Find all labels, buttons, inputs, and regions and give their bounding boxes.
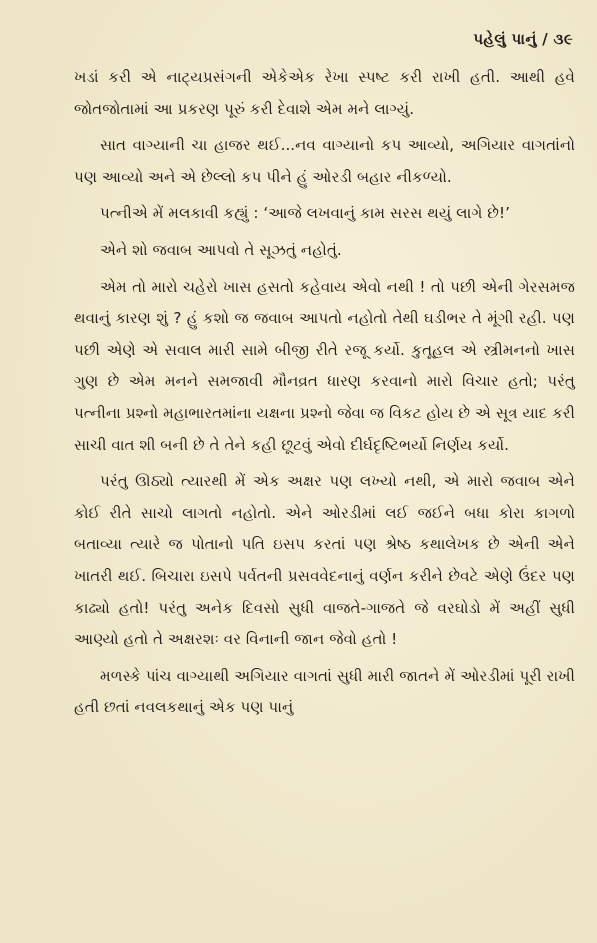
paragraph-2: સાત વાગ્યાની ચા હાજર થઈ...નવ વાગ્યાનો કપ આવ્યો, અગિયાર વાગતાંનો પણ આવ્યો અને એ છેલ્લો કપ પીને હું ઓરડી બહાર નીકળ્યો. [74,136,575,186]
paragraph-7: મળસ્કે પાંચ વાગ્યાથી અગિયાર વાગતાં સુધી મારી જાતને મેં ઓરડીમાં પૂરી રાખી હતી છતાં નવલકથાનું એક પણ પાનું [74,666,575,717]
paragraph-5: એમ તો મારો ચહેરો ખાસ હસતો કહેવાય એવો નથી ! તો પછી એની ગેરસમજ થવાનું કારણ શું ? હું કશો જ જવાબ આપતો નહોતો તેથી ઘડીભર તે મૂંગી રહી. પણ પછી એણે એ સવાલ મારી સામે બીજી રીતે રજૂ કર્યો. કુતૂહલ એ સ્ત્રીમનનો ખાસ ગુણ છે એમ મનને સમજાવી મૌનવ્રત ધારણ કરવાનો મારો વિચાર હતો; પરંતુ પત્નીના પ્રશ્નો મહાભારતમાંના યક્ષના પ્રશ્નો જેવા જ વિકટ હોય છે એ સૂત્ર યાદ કરી સાચી વાત શી બની છે તે તેને કહી છૂટવું એવો દીર્ઘદૃષ્ટિભર્યો નિર્ણય કર્યો. [74,277,575,454]
paragraph-6: પરંતુ ઊઠ્યો ત્યારથી મેં એક અક્ષર પણ લખ્યો નથી, એ મારો જવાબ એને કોઈ રીતે સાચો લાગતો નહોતો. એને ઓરડીમાં લઈ જઈને બધા કોરા કાગળો બતાવ્યા ત્યારે જ પોતાનો પતિ ઇસપ કરતાં પણ શ્રેષ્ઠ કથાલેખક છે એની એને ખાતરી થઈ. બિચારા ઇસપે પર્વતની પ્રસવવેદનાનું વર્ણન કરીને છેવટે એણે ઉંદર પણ કાઢ્યો હતો! પરંતુ અનેક દિવસો સુધી વાજતે-ગાજતે જે વરઘોડો મેં અહીં સુધી આણ્યો હતો તે અક્ષરશઃ વર વિનાની જાન જેવો હતો ! [74,472,575,649]
paragraph-1: ખડાં કરી એ નાટ્યપ્રસંગની એકેએક રેખા સ્પષ્ટ કરી રાખી હતી. આથી હવે જોતજોતામાં આ પ્રકરણ પૂરું કરી દેવાશે એમ મને લાગ્યું. [74,68,575,118]
running-header: પહેલું પાનું / ૩૯ [473,30,573,48]
paragraph-3: પત્નીએ મેં મલકાવી કહ્યું : ‘આજે લખવાનું કામ સરસ થયું લાગે છે!’ [100,204,510,223]
page-body [74,62,575,724]
paragraph-4: એને શો જવાબ આપવો તે સૂઝતું નહોતું. [100,240,342,259]
